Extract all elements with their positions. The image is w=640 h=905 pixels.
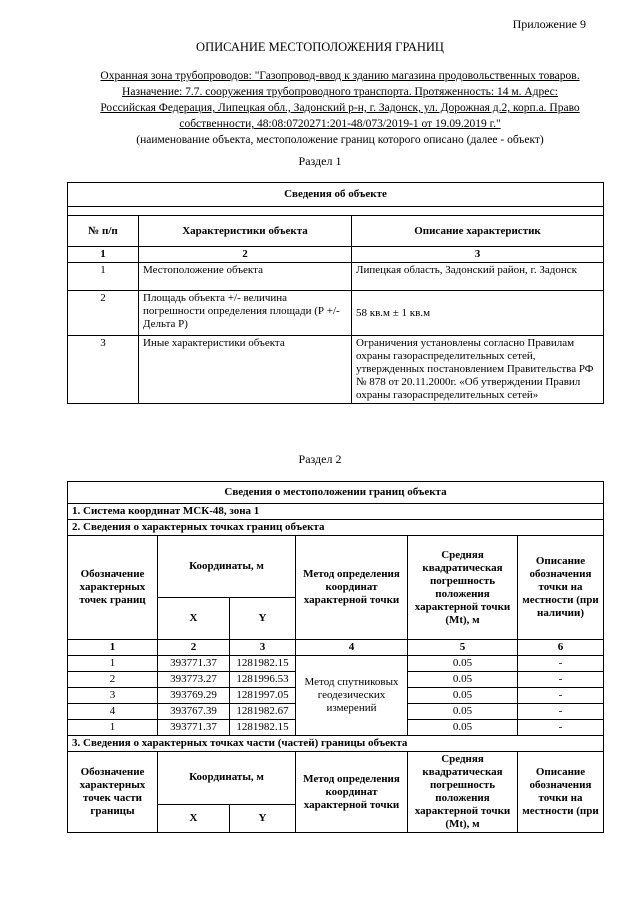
table-title: Сведения о местоположении границ объекта [68,482,604,504]
point-x: 393771.37 [158,720,230,736]
section2-label: Раздел 2 [298,452,342,466]
row-desc: 58 кв.м ± 1 кв.м [352,291,604,336]
col-number: 6 [518,640,604,656]
col-header-designation: Обозначение характерных точек границ [68,536,158,640]
table-row [68,291,604,336]
row-num: 3 [68,336,139,404]
col-header-error: Средняя квадратическая погрешность положения характерной точки (Mt), м [408,752,518,833]
coordinate-system: 1. Система координат МСК-48, зона 1 [68,504,604,520]
col-number: 1 [68,640,158,656]
row-name: Местоположение объекта [139,263,352,291]
object-line: собственности, 48:08:0720271:201-48/073/2019-1 от 19.09.2019 г." [179,118,501,130]
page-title: ОПИСАНИЕ МЕСТОПОЛОЖЕНИЯ ГРАНИЦ [196,40,444,54]
col-header-y: Y [230,804,296,832]
col-header-num: № п/п [68,216,139,247]
point-description: - [518,656,604,672]
point-id: 1 [68,720,158,736]
subsection-heading: 3. Сведения о характерных точках части (частей) границы объекта [68,736,604,752]
point-x: 393771.37 [158,656,230,672]
col-number: 2 [158,640,230,656]
object-line: Назначение: 7.7. сооружения трубопроводного транспорта. Протяженность: 14 м. Адрес: [122,86,558,98]
col-header-y: Y [230,598,296,640]
point-y: 1281996.53 [230,672,296,688]
col-number: 3 [230,640,296,656]
col-header-point-description: Описание обозначения точки на местности (при [518,752,604,833]
point-description: - [518,672,604,688]
point-description: - [518,720,604,736]
point-id: 3 [68,688,158,704]
point-error: 0.05 [408,672,518,688]
col-header-point-description: Описание обозначения точки на местности (при наличии) [518,536,604,640]
col-header-designation: Обозначение характерных точек части границы [68,752,158,833]
object-caption: (наименование объекта, местоположение границ которого описано (далее - объект) [136,134,544,146]
spacer-row [68,207,604,216]
section1-label: Раздел 1 [298,154,342,168]
col-number: 5 [408,640,518,656]
point-x: 393773.27 [158,672,230,688]
point-x: 393767.39 [158,704,230,720]
object-description [80,68,600,148]
col-header-x: X [158,804,230,832]
object-line: Охранная зона трубопроводов: "Газопровод-ввод к зданию магазина продовольственных товаров. [100,70,580,82]
table-row [68,656,604,672]
subsection-heading: 2. Сведения о характерных точках границ объекта [68,520,604,536]
row-name: Площадь объекта +/- величина погрешности определения площади (Р +/- Дельта Р) [139,291,352,336]
col-header-x: X [158,598,230,640]
row-num: 1 [68,263,139,291]
point-y: 1281982.15 [230,656,296,672]
col-number: 1 [68,247,139,263]
col-header-error: Средняя квадратическая погрешность положения характерной точки (Mt), м [408,536,518,640]
col-header-coords: Координаты, м [158,752,296,805]
object-line: Российская Федерация, Липецкая обл., Задонский р-н, г. Задонск, ул. Дорожная д.2, корп.а. Право [100,102,580,114]
point-id: 1 [68,656,158,672]
row-desc: Липецкая область, Задонский район, г. Задонск [352,263,604,291]
method-cell: Метод спутниковых геодезических измерений [296,656,408,736]
point-description: - [518,688,604,704]
col-header-method: Метод определения координат характерной точки [296,536,408,640]
point-id: 2 [68,672,158,688]
col-number: 3 [352,247,604,263]
point-error: 0.05 [408,656,518,672]
point-error: 0.05 [408,688,518,704]
col-number: 4 [296,640,408,656]
object-info-table [67,182,604,404]
table-row [68,336,604,404]
col-header-description: Описание характеристик [352,216,604,247]
boundary-location-table [67,481,604,833]
col-header-coords: Координаты, м [158,536,296,598]
point-error: 0.05 [408,704,518,720]
row-num: 2 [68,291,139,336]
col-header-characteristics: Характеристики объекта [139,216,352,247]
row-desc: Ограничения установлены согласно Правилам охраны газораспределительных сетей, утвержденных постановлением Правительства РФ № 878 от 20.11.2000г. «Об утверждении Правил охраны газораспределительных сетей» [352,336,604,404]
point-y: 1281997.05 [230,688,296,704]
point-x: 393769.29 [158,688,230,704]
row-name: Иные характеристики объекта [139,336,352,404]
appendix-label: Приложение 9 [512,17,586,31]
col-number: 2 [139,247,352,263]
point-id: 4 [68,704,158,720]
table-row [68,263,604,291]
point-error: 0.05 [408,720,518,736]
col-header-method: Метод определения координат характерной точки [296,752,408,833]
point-y: 1281982.67 [230,704,296,720]
point-y: 1281982.15 [230,720,296,736]
point-description: - [518,704,604,720]
table-title: Сведения об объекте [68,183,604,207]
